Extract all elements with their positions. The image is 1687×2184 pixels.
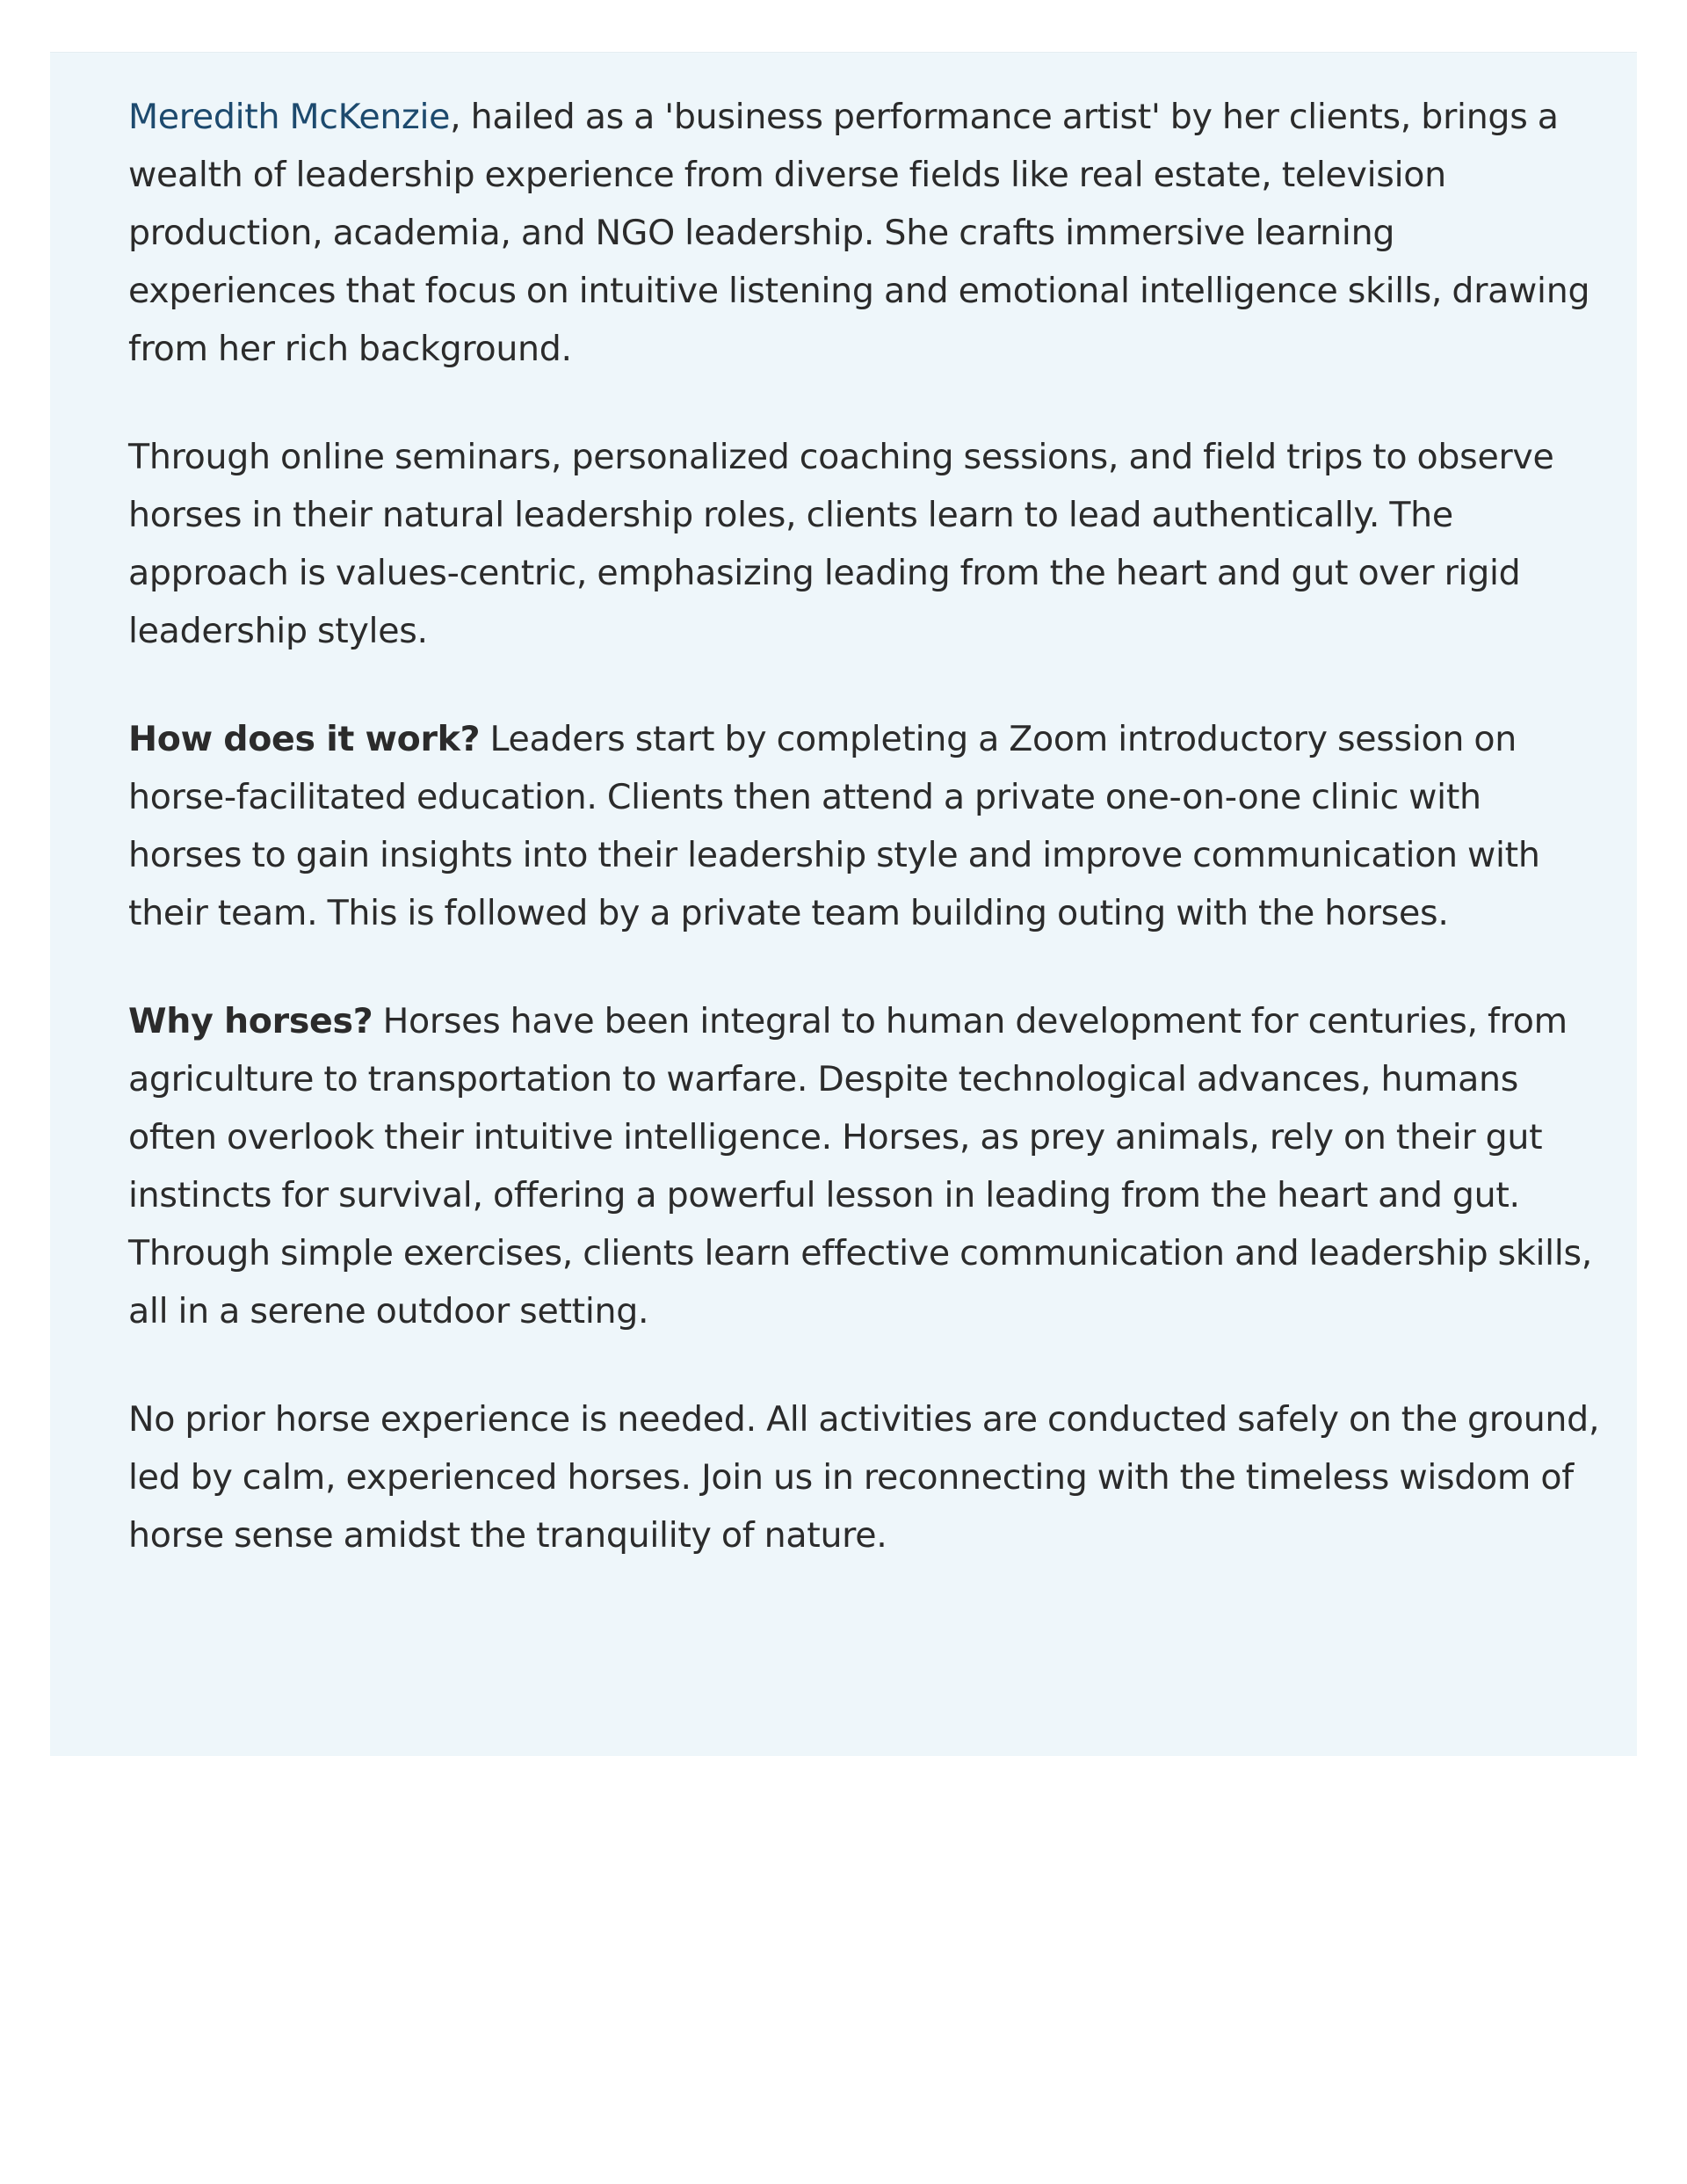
why-horses-heading: Why horses? — [128, 1001, 373, 1041]
meredith-mckenzie-link[interactable]: Meredith McKenzie — [128, 97, 451, 137]
why-horses-text: Horses have been integral to human development for centuries, from agriculture to transportation to warfare. Despite technological advances, humans often overlook their intuitive intelligence. Horses, as prey animals, rely on their gut instincts for survival, offering a powerful lesson in leading from the heart and gut. Through simple exercises, clients learn effective communication and leadership skills, all in a serene outdoor setting. — [128, 1001, 1593, 1331]
why-horses-paragraph — [128, 992, 1604, 1340]
intro-paragraph — [128, 88, 1604, 378]
bio-panel — [50, 52, 1637, 1756]
closing-paragraph: No prior horse experience is needed. All activities are conducted safely on the ground, led by calm, experienced horses. Join us in reconnecting with the timeless wisdom of horse sense amidst the tranquility of nature. — [128, 1399, 1600, 1556]
approach-paragraph: Through online seminars, personalized coaching sessions, and field trips to observe horses in their natural leadership roles, clients learn to lead authentically. The approach is values-centric, emphasizing leading from the heart and gut over rigid leadership styles. — [128, 437, 1554, 651]
how-it-works-paragraph — [128, 710, 1604, 942]
bio-content — [128, 88, 1604, 1614]
intro-text: , hailed as a 'business performance artist' by her clients, brings a wealth of leadership experience from diverse fields like real estate, television production, academia, and NGO leadership. She crafts immersive learning experiences that focus on intuitive listening and emotional intelligence skills, drawing from her rich background. — [128, 97, 1590, 369]
how-it-works-text: Leaders start by completing a Zoom introductory session on horse-facilitated education. Clients then attend a private one-on-one clinic with horses to gain insights into their leadership style and improve communication with their team. This is followed by a private team building outing with the horses. — [128, 719, 1540, 933]
how-it-works-heading: How does it work? — [128, 719, 481, 759]
